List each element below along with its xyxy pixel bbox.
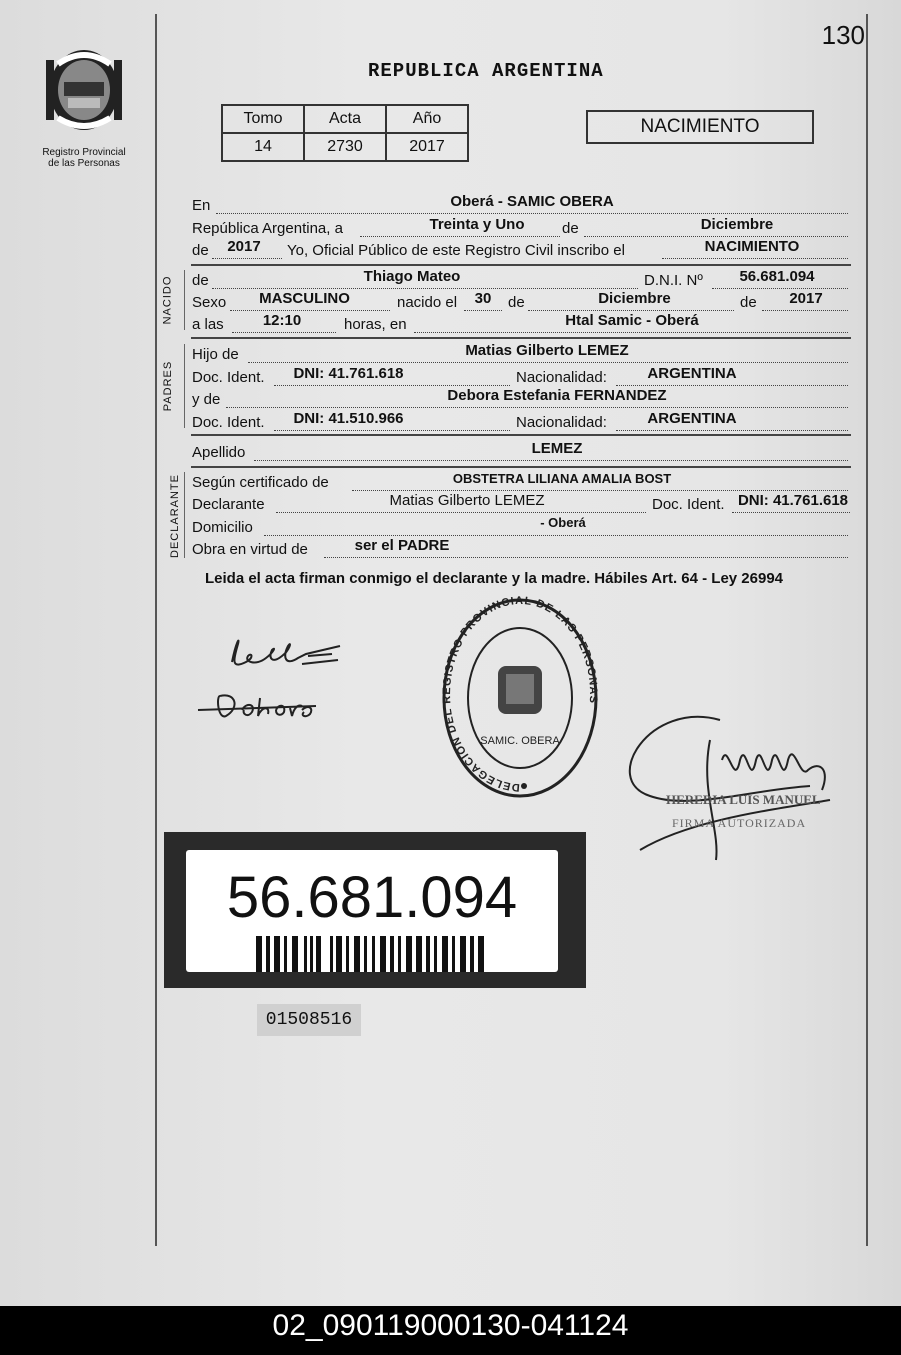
mother-signature: [196, 688, 320, 722]
nac1-value: ARGENTINA: [647, 365, 737, 382]
birth-day-value: 30: [474, 290, 492, 307]
official-title: FIRMA AUTORIZADA: [672, 816, 807, 830]
sexo-label: Sexo: [192, 294, 227, 311]
row-domicilio: [192, 515, 852, 539]
nac2-label: Nacionalidad:: [516, 414, 607, 431]
de3-label: de: [508, 294, 525, 311]
registry-logo: [38, 44, 130, 169]
seal-ring-text: DELEGACIÓN DEL REGISTRO PROVINCIAL DE LAS PERSONAS: [440, 594, 600, 794]
father-value: Matias Gilberto LEMEZ: [465, 342, 629, 359]
dni-barcode-label: [164, 832, 586, 988]
domicilio-label: Domicilio: [192, 519, 253, 536]
en-label: En: [192, 197, 211, 214]
dni-value: 56.681.094: [739, 268, 815, 285]
left-margin-line: [155, 14, 157, 1246]
hijo-label: Hijo de: [192, 346, 239, 363]
place-value: Htal Samic - Oberá: [565, 312, 699, 329]
country-heading: REPUBLICA ARGENTINA: [368, 60, 604, 82]
obra-label: Obra en virtud de: [192, 541, 308, 558]
yde-label: y de: [192, 391, 221, 408]
doc3-label: Doc. Ident.: [652, 496, 725, 513]
row-obra: [192, 537, 852, 561]
domicilio-value: - Oberá: [540, 515, 586, 530]
table-header-ano: Año: [386, 105, 468, 133]
row-en: [192, 193, 852, 217]
sexo-value: MASCULINO: [259, 290, 350, 307]
nac1-label: Nacionalidad:: [516, 369, 607, 386]
mother-value: Debora Estefania FERNANDEZ: [447, 387, 667, 404]
nacido-side-text: NACIDO: [161, 275, 174, 325]
file-identifier-footer: 02_090119000130-041124: [0, 1306, 901, 1355]
nacido-side-label: [163, 270, 183, 328]
row-apellido: [192, 440, 852, 464]
de-label2: de: [192, 272, 209, 289]
table-value-tomo: 14: [222, 133, 304, 161]
inscribo-value: NACIMIENTO: [704, 238, 800, 255]
en-value: Oberá - SAMIC OBERA: [450, 193, 614, 210]
right-margin-line: [866, 14, 868, 1246]
doc1-value: DNI: 41.761.618: [293, 365, 404, 382]
row-declarante: [192, 492, 852, 516]
declarante-label: Declarante: [192, 496, 265, 513]
year-value: 2017: [227, 238, 261, 255]
closing-statement: Leida el acta firman conmigo el declarante y la madre. Hábiles Art. 64 - Ley 26994: [205, 570, 784, 587]
row-date: [192, 216, 852, 240]
row-mother: [192, 387, 852, 411]
official-signature: [610, 700, 840, 870]
barcode-bars: [256, 936, 486, 972]
doc2-label: Doc. Ident.: [192, 414, 265, 431]
act-type-box: NACIMIENTO: [586, 110, 814, 144]
father-signature: [222, 632, 342, 674]
segun-value: OBSTETRA LILIANA AMALIA BOST: [452, 471, 672, 486]
padres-side-text: PADRES: [162, 360, 175, 412]
segun-label: Según certificado de: [192, 474, 329, 491]
apellido-value: LEMEZ: [531, 440, 583, 457]
row-father: [192, 342, 852, 366]
year-label: de: [192, 242, 209, 259]
registry-seal: [440, 594, 600, 802]
serial-number: 01508516: [257, 1004, 361, 1036]
official-name: HEREDIA LUIS MANUEL: [666, 792, 821, 807]
barcode-number: 56.681.094: [226, 865, 518, 930]
de-label: de: [562, 220, 579, 237]
month-value: Diciembre: [700, 216, 774, 233]
apellido-label: Apellido: [192, 444, 246, 461]
seal-inner-text: SAMIC. OBERA: [480, 735, 560, 747]
logo-caption-line1: Registro Provincial: [42, 147, 126, 158]
doc1-label: Doc. Ident.: [192, 369, 265, 386]
oficial-text: Yo, Oficial Público de este Registro Civil inscribo el: [287, 242, 625, 259]
row-sexo: [192, 290, 852, 314]
row-doc1: [192, 365, 852, 389]
row-doc2: [192, 410, 852, 434]
table-header-tomo: Tomo: [222, 105, 304, 133]
hour-value: 12:10: [262, 312, 302, 329]
official-signature-block: [610, 700, 840, 870]
row-year: [192, 238, 852, 262]
coat-of-arms-icon: [38, 44, 130, 136]
republica-label: República Argentina, a: [192, 220, 343, 237]
de4-label: de: [740, 294, 757, 311]
row-name: [192, 268, 852, 292]
declarante-value: Matias Gilberto LEMEZ: [389, 492, 545, 509]
name-value: Thiago Mateo: [363, 268, 461, 285]
table-value-acta: 2730: [304, 133, 386, 161]
padres-side-label: [163, 344, 183, 426]
birth-year-value: 2017: [789, 290, 823, 307]
a-las-label: a las: [192, 316, 224, 333]
page-number: 130: [821, 20, 865, 50]
index-table: [221, 104, 469, 162]
declarante-side-text: DECLARANTE: [168, 474, 181, 558]
table-value-ano: 2017: [386, 133, 468, 161]
row-segun: [192, 471, 852, 494]
horas-label: horas, en: [344, 316, 407, 333]
nacido-el-label: nacido el: [397, 294, 458, 311]
obra-value: ser el PADRE: [354, 537, 450, 554]
doc3-value: DNI: 41.761.618: [737, 492, 849, 509]
logo-caption-line2: de las Personas: [48, 158, 120, 169]
nac2-value: ARGENTINA: [647, 410, 737, 427]
declarante-side-label: [163, 474, 183, 558]
doc2-value: DNI: 41.510.966: [293, 410, 404, 427]
day-value: Treinta y Uno: [429, 216, 525, 233]
dni-label: D.N.I. Nº: [644, 272, 703, 289]
birth-month-value: Diciembre: [598, 290, 671, 307]
row-hora: [192, 312, 852, 336]
table-header-acta: Acta: [304, 105, 386, 133]
